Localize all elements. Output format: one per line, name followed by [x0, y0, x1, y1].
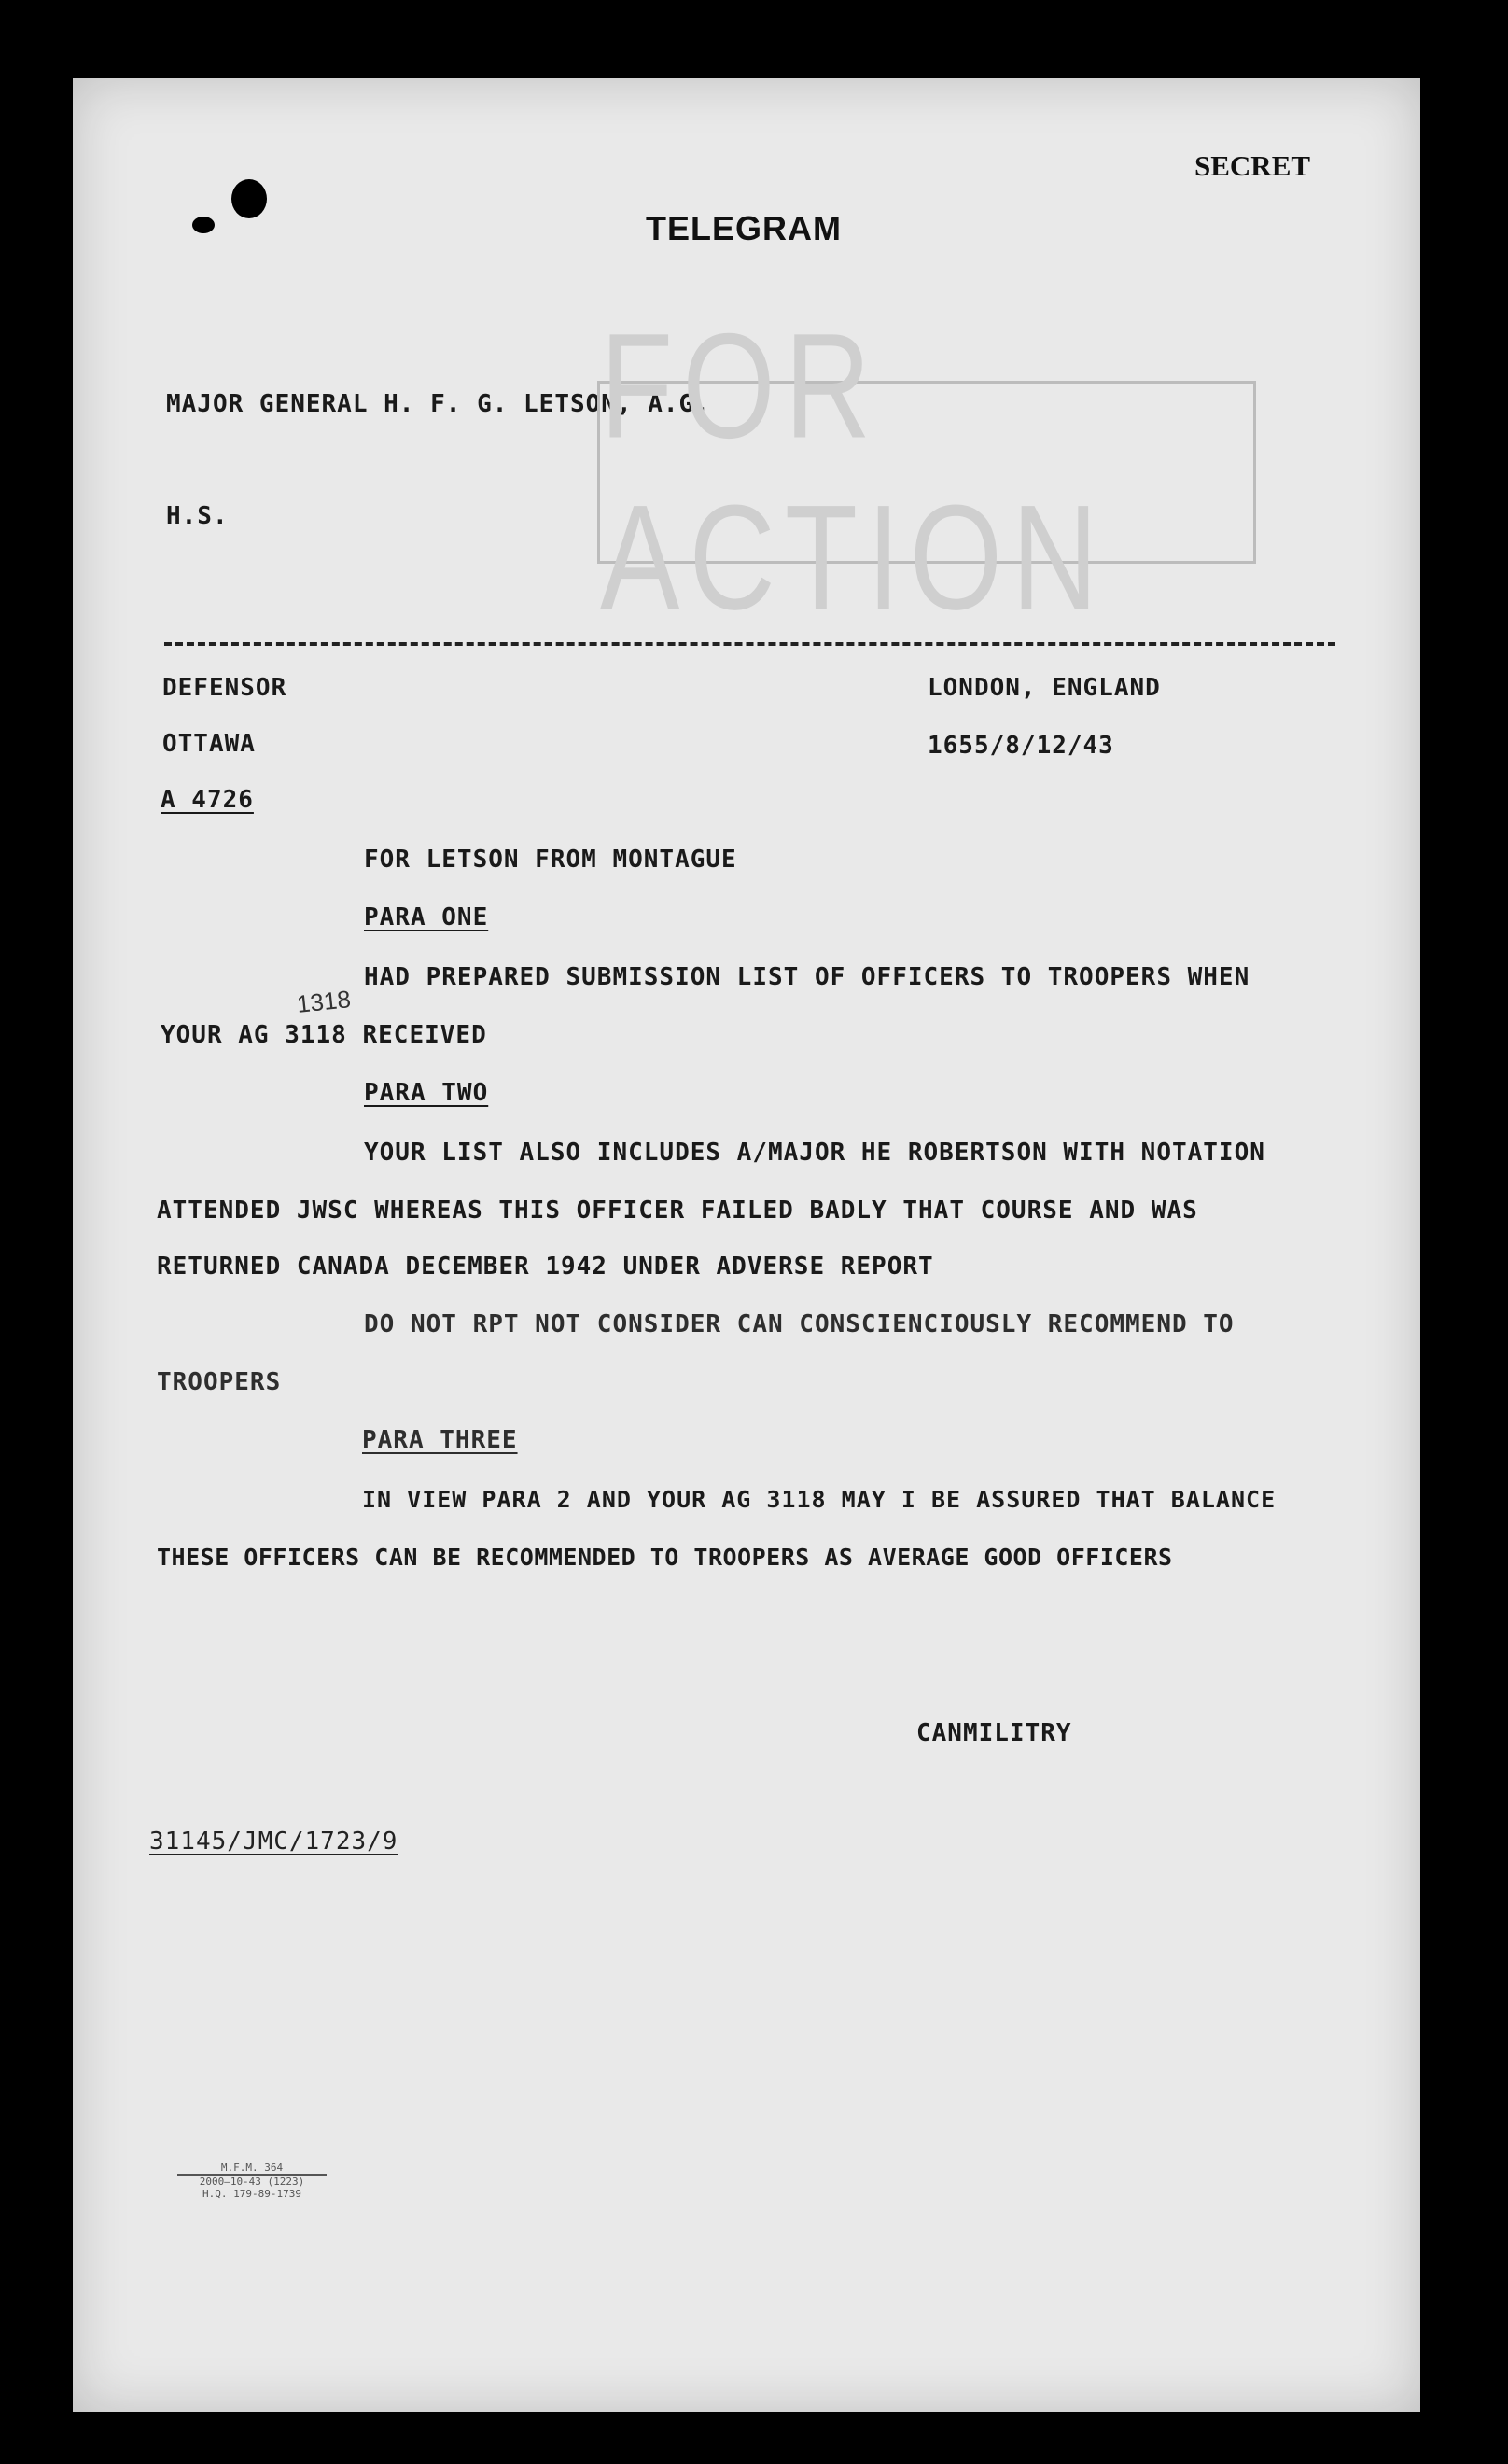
signature: CANMILITRY [916, 1719, 1072, 1747]
initials: H.S. [166, 502, 229, 530]
origin: LONDON, ENGLAND [928, 674, 1161, 702]
ink-blot [192, 217, 215, 233]
para-two-line: TROOPERS [157, 1368, 282, 1396]
para-three-line: THESE OFFICERS CAN BE RECOMMENDED TO TROOPERS AS AVERAGE GOOD OFFICERS [157, 1544, 1173, 1571]
addressee: MAJOR GENERAL H. F. G. LETSON, A.G. [166, 390, 710, 418]
para-three-heading: PARA THREE [362, 1426, 518, 1454]
para-one-heading: PARA ONE [364, 903, 489, 931]
para-three-line: IN VIEW PARA 2 AND YOUR AG 3118 MAY I BE ASSURED THAT BALANCE [362, 1486, 1277, 1513]
date-time-group: 1655/8/12/43 [928, 732, 1114, 760]
para-two-line: RETURNED CANADA DECEMBER 1942 UNDER ADVERSE REPORT [157, 1253, 934, 1281]
message-number: A 4726 [161, 786, 254, 814]
form-print-line: 2000—10-43 (1223) [199, 2176, 305, 2188]
form-number: M.F.M. 364 [177, 2162, 327, 2176]
separator-line [164, 642, 1335, 646]
para-two-line: YOUR LIST ALSO INCLUDES A/MAJOR HE ROBERTSON WITH NOTATION [364, 1139, 1265, 1167]
form-print-line: H.Q. 179-89-1739 [202, 2188, 301, 2200]
stamp-text: FOR ACTION [600, 302, 1108, 642]
classification-label: SECRET [1194, 149, 1311, 182]
para-one-line: HAD PREPARED SUBMISSION LIST OF OFFICERS TO TROOPERS WHEN [364, 963, 1250, 991]
para-two-line: DO NOT RPT NOT CONSIDER CAN CONSCIENCIOUSLY RECOMMEND TO [364, 1310, 1235, 1338]
para-one-line: YOUR AG 3118 RECEIVED [161, 1021, 487, 1049]
ink-blot [231, 179, 267, 218]
recipient-line-2: OTTAWA [162, 730, 256, 758]
reference-number: 31145/JMC/1723/9 [149, 1827, 398, 1855]
para-two-line: ATTENDED JWSC WHEREAS THIS OFFICER FAILED BADLY THAT COURSE AND WAS [157, 1197, 1198, 1225]
para-two-heading: PARA TWO [364, 1079, 489, 1107]
form-footer [177, 2162, 327, 2200]
intro-line: FOR LETSON FROM MONTAGUE [364, 846, 737, 874]
for-action-stamp [597, 302, 1256, 642]
handwritten-correction: 1318 [295, 985, 353, 1018]
recipient-line-1: DEFENSOR [162, 674, 287, 702]
document-title: TELEGRAM [646, 209, 842, 247]
